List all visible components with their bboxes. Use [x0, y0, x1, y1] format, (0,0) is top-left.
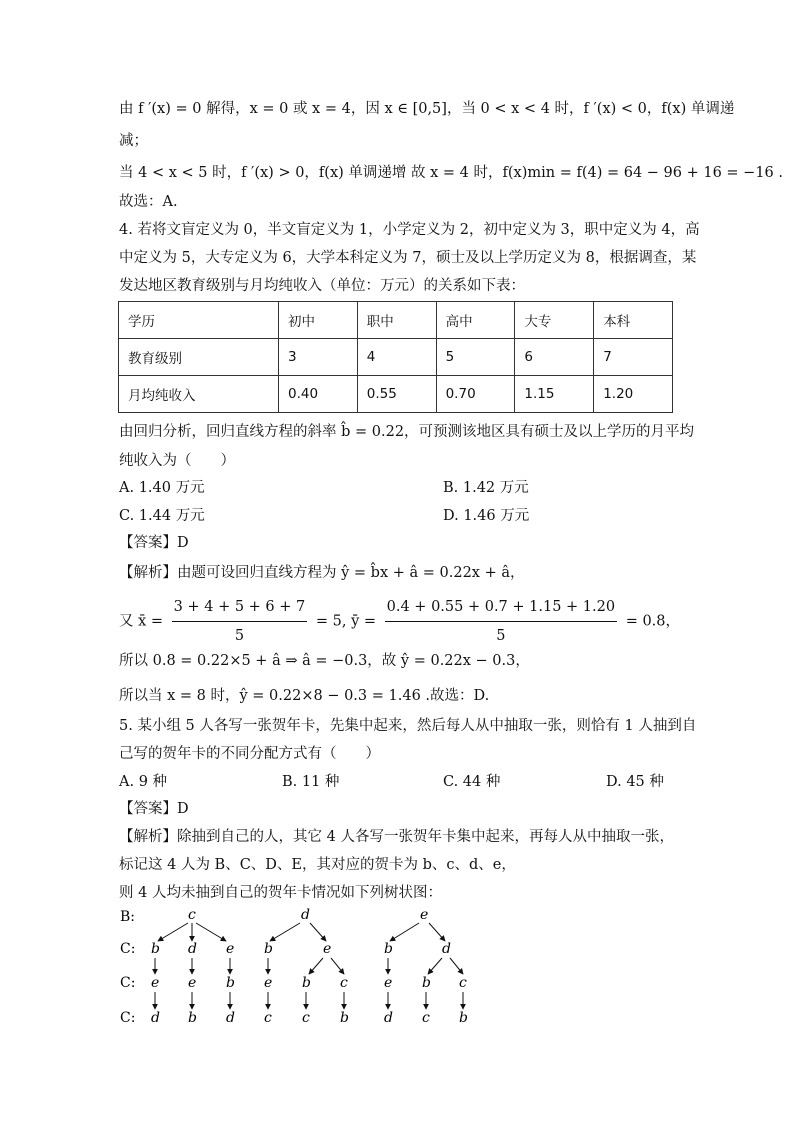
tree-leaf-node: c	[422, 1010, 430, 1026]
tree-leaf-node: d	[384, 1010, 393, 1026]
tree-node: e	[226, 941, 235, 957]
tree-branch-arrow	[270, 923, 300, 941]
q4-analysis-line-1: 【解析】由题可设回归直线方程为 ŷ = b̂x + â = 0.22x + â，	[119, 565, 525, 581]
tree-root-node: c	[188, 907, 196, 923]
table-cell: 初中	[279, 302, 358, 339]
tree-node: e	[188, 975, 197, 991]
q4-mean-suffix: = 0.8，	[625, 613, 681, 630]
table-row	[119, 302, 673, 339]
tree-node: c	[340, 975, 348, 991]
tree-leaf-node: c	[264, 1010, 272, 1026]
tree-branch-arrow	[390, 923, 419, 941]
card-tree-diagram	[118, 905, 498, 1030]
tree-node: e	[323, 941, 332, 957]
tree-node: b	[302, 975, 311, 991]
table-cell: 3	[279, 339, 358, 376]
tree-node: b	[226, 975, 235, 991]
education-income-table	[118, 301, 673, 413]
tree-row-label: C:	[120, 941, 136, 957]
tree-node: b	[151, 941, 160, 957]
tree-branch-arrow	[196, 923, 226, 941]
tree-row-label: C:	[120, 1010, 136, 1026]
table-cell: 本科	[594, 302, 673, 339]
tree-node: c	[459, 975, 467, 991]
tree-node: b	[384, 941, 393, 957]
q5-analysis-line-1: 【解析】除抽到自己的人，其它 4 人各写一张贺年卡集中起来，再每人从中抽取一张，	[119, 829, 674, 845]
tree-branch-arrow	[331, 958, 344, 974]
q5-stem-line-1: 5. 某小组 5 人各写一张贺年卡，先集中起来，然后每人从中抽取一张，则恰有 1 人抽到自	[119, 718, 697, 734]
q5-option-b: B. 11 种	[282, 774, 340, 790]
q5-stem-line-2: 己写的贺年卡的不同分配方式有（ ）	[119, 746, 380, 762]
fraction-denominator: 5	[496, 628, 506, 644]
tree-branch-arrow	[450, 958, 463, 974]
fraction-numerator: 3 + 4 + 5 + 6 + 7	[172, 596, 308, 622]
tree-row-label: B:	[120, 909, 136, 925]
tree-branch-arrow	[309, 958, 323, 974]
table-cell: 大专	[515, 302, 594, 339]
q4-stem-line-3: 发达地区教育级别与月均纯收入（单位：万元）的关系如下表：	[119, 278, 525, 294]
q4-mean-prefix: 又 x̄ =	[119, 613, 164, 630]
q4-stem-line-2: 中定义为 5，大专定义为 6，大学本科定义为 7，硕士及以上学历定义为 8，根据调查，某	[119, 250, 697, 266]
tree-leaf-node: c	[302, 1010, 310, 1026]
tree-leaf-node: b	[459, 1010, 468, 1026]
table-row	[119, 376, 673, 413]
mean-y-fraction	[385, 596, 617, 647]
table-cell: 0.70	[436, 376, 515, 413]
table-row	[119, 339, 673, 376]
table-cell: 1.20	[594, 376, 673, 413]
tree-leaf-node: d	[226, 1010, 235, 1026]
tree-leaf-node: b	[340, 1010, 349, 1026]
tree-leaf-node: d	[151, 1010, 160, 1026]
mean-x-fraction	[172, 596, 308, 647]
q4-analysis-line-4: 所以当 x = 8 时，ŷ = 0.22×8 − 0.3 = 1.46 .故选：D.	[119, 688, 490, 704]
tree-node: e	[151, 975, 160, 991]
table-cell: 5	[436, 339, 515, 376]
q5-option-d: D. 45 种	[606, 774, 664, 790]
tree-node: e	[264, 975, 273, 991]
q5-option-a: A. 9 种	[119, 774, 168, 790]
table-cell: 高中	[436, 302, 515, 339]
q3-solution-line-2: 减；	[119, 133, 148, 149]
q4-option-d: D. 1.46 万元	[443, 508, 530, 524]
tree-row-label: C:	[120, 975, 136, 991]
q3-solution-line-3: 当 4 < x < 5 时，f ′(x) > 0，f(x) 单调递增 故 x = 4 时，f(x)min = f(4) = 64 − 96 + 16 = −16 .	[119, 165, 783, 181]
table-cell: 6	[515, 339, 594, 376]
q4-analysis-mean-line	[119, 596, 680, 647]
q4-stem-line-1: 4. 若将文盲定义为 0，半文盲定义为 1，小学定义为 2，初中定义为 3，职中定义为 4，高	[119, 222, 700, 238]
table-cell: 职中	[357, 302, 436, 339]
tree-branch-arrow	[429, 923, 445, 941]
tree-branch-arrow	[310, 923, 326, 941]
tree-leaf-node: b	[188, 1010, 197, 1026]
table-cell: 月均纯收入	[119, 376, 279, 413]
table-cell: 1.15	[515, 376, 594, 413]
table-cell: 0.55	[357, 376, 436, 413]
q5-analysis-line-2: 标记这 4 人为 B、C、D、E，其对应的贺卡为 b、c、d、e，	[119, 857, 516, 873]
fraction-denominator: 5	[234, 628, 245, 644]
table-cell: 4	[357, 339, 436, 376]
table-cell: 7	[594, 339, 673, 376]
tree-root-node: d	[301, 907, 310, 923]
table-cell: 学历	[119, 302, 279, 339]
table-cell: 教育级别	[119, 339, 279, 376]
tree-node: d	[442, 941, 451, 957]
q4-answer: 【答案】D	[119, 535, 189, 551]
q4-option-b: B. 1.42 万元	[443, 480, 529, 496]
q3-solution-line-1: 由 f ′(x) = 0 解得，x = 0 或 x = 4，因 x ∈ [0,5]，当 0 < x < 4 时，f ′(x) < 0，f(x) 单调递	[119, 101, 735, 117]
tree-branch-arrow	[158, 923, 188, 941]
tree-node: b	[264, 941, 273, 957]
q5-option-c: C. 44 种	[443, 774, 501, 790]
tree-node: b	[422, 975, 431, 991]
tree-node: e	[384, 975, 393, 991]
table-cell: 0.40	[279, 376, 358, 413]
q4-after-table-line-1: 由回归分析，回归直线方程的斜率 b̂ = 0.22，可预测该地区具有硕士及以上学历的月平均	[119, 424, 695, 440]
q3-answer-choice: 故选：A.	[119, 194, 178, 210]
q4-option-c: C. 1.44 万元	[119, 508, 205, 524]
q5-analysis-line-3: 则 4 人均未抽到自己的贺年卡情况如下列树状图：	[119, 885, 442, 901]
q4-analysis-line-3: 所以 0.8 = 0.22×5 + â ⇒ â = −0.3，故 ŷ = 0.22x − 0.3，	[119, 653, 530, 669]
tree-branch-arrow	[428, 958, 442, 974]
tree-root-node: e	[420, 907, 429, 923]
q4-after-table-line-2: 纯收入为（ ）	[119, 453, 235, 469]
q4-mean-mid: = 5, ȳ =	[315, 613, 377, 630]
tree-node: d	[188, 941, 197, 957]
fraction-numerator: 0.4 + 0.55 + 0.7 + 1.15 + 1.20	[385, 596, 617, 622]
q4-option-a: A. 1.40 万元	[119, 480, 205, 496]
q5-answer: 【答案】D	[119, 801, 189, 817]
